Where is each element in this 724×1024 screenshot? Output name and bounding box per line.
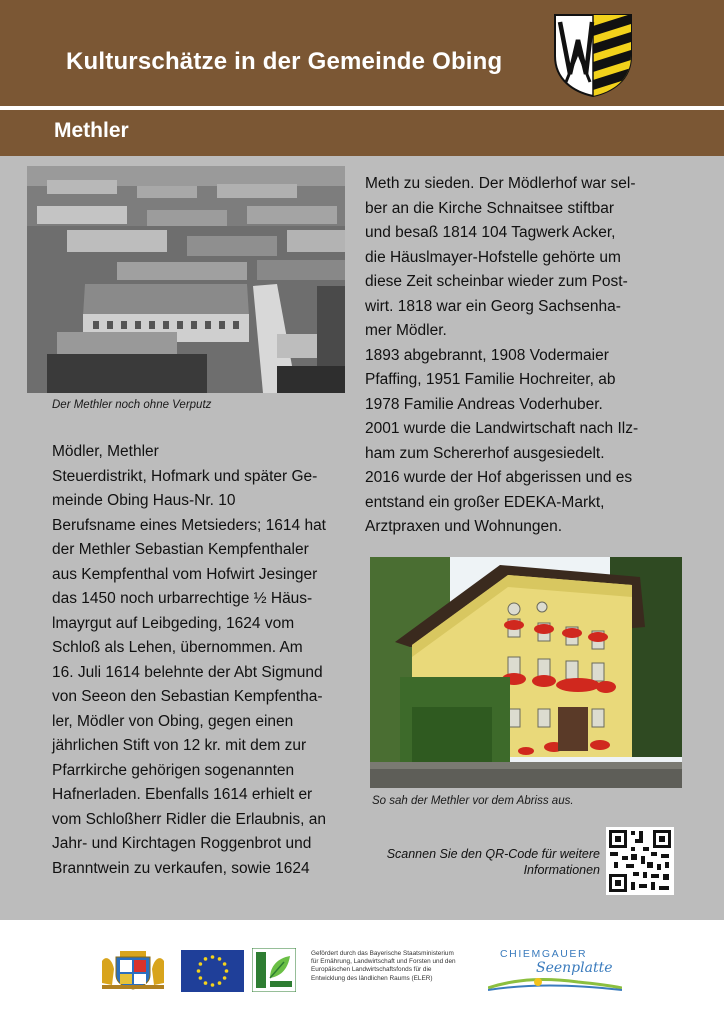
brand-name-line2: Seenplatte [536, 960, 613, 976]
text-line: Arztpraxen und Wohnungen. [365, 518, 563, 535]
funding-line: Entwicklung des ländlichen Raums (ELER) [311, 974, 433, 982]
text-line: Hafnerladen. Ebenfalls 1614 erhielt er [52, 786, 313, 803]
page-title: Kulturschätze in der Gemeinde Obing [66, 48, 503, 75]
text-line: von Seeon den Sebastian Kempfentha- [52, 688, 323, 705]
historic-photo [27, 166, 345, 393]
page-subtitle: Methler [54, 119, 129, 142]
text-line: und besaß 1814 104 Tagwerk Acker, [365, 224, 616, 241]
text-line: der Methler Sebastian Kempfenthaler [52, 541, 309, 558]
funding-line: für Ernährung, Landwirtschaft und Forsten und den [311, 958, 456, 966]
text-line: 2016 wurde der Hof abgerissen und es [365, 469, 633, 486]
qr-caption-line: Informationen [523, 863, 600, 877]
municipal-crest-icon [552, 12, 634, 98]
text-line: lmayrgut auf Leibgeding, 1624 vom [52, 614, 295, 632]
text-line: entstand ein großer EDEKA-Markt, [365, 493, 605, 511]
text-line: aus Kempfenthal vom Hofwirt Jesinger [52, 565, 318, 583]
text-line: mer Mödler. [365, 322, 447, 339]
top-photo-caption: Der Methler noch ohne Verputz [52, 399, 212, 411]
house-photo [370, 557, 682, 788]
text-line: vom Schloßherr Ridler die Erlaubnis, an [52, 810, 326, 828]
bottom-photo-caption: So sah der Methler vor dem Abriss aus. [372, 795, 574, 807]
text-line: Meth zu sieden. Der Mödlerhof war sel- [365, 175, 636, 192]
text-line: wirt. 1818 war ein Georg Sachsenha- [365, 297, 621, 315]
left-text-column [52, 440, 352, 881]
text-line: ham zum Schererhof ausgesiedelt. [365, 444, 605, 462]
text-line: diese Zeit scheinbar wieder zum Post- [365, 273, 628, 290]
qr-caption [364, 846, 600, 878]
leader-logo-icon [252, 948, 296, 992]
text-line: Pfaffing, 1951 Familie Hochreiter, ab [365, 371, 616, 388]
text-line: 16. Juli 1614 belehnte der Abt Sigmund [52, 663, 323, 681]
text-line: 1978 Familie Andreas Voderhuber. [365, 395, 603, 413]
funding-line: Europäischen Landwirtschaftsfonds für die [311, 966, 432, 974]
page-header [0, 0, 724, 106]
text-line: jährlichen Stift von 12 kr. mit dem zur [52, 737, 307, 754]
text-line: Berufsname eines Metsieders; 1614 hat [52, 516, 326, 534]
text-line: Schloß als Lehen, übernommen. Am [52, 639, 303, 656]
text-line: 2001 wurde die Landwirtschaft nach Ilz- [365, 420, 639, 437]
text-line: Pfarrkirche gehörigen sogenannten [52, 761, 295, 779]
bavaria-coat-of-arms-icon [98, 949, 168, 991]
text-line: ber an die Kirche Schnaitsee stiftbar [365, 199, 614, 217]
eu-flag-icon [181, 950, 244, 992]
text-line: 1893 abgebrannt, 1908 Vodermaier [365, 346, 609, 364]
text-line: Jahr- und Kirchtagen Roggenbrot und [52, 835, 312, 852]
right-text-column [365, 172, 666, 540]
text-line: ler, Mödler von Obing, gegen einen [52, 712, 294, 730]
funding-notice [311, 950, 487, 983]
text-line: die Häuslmayer-Hofstelle gehörte um [365, 248, 621, 266]
text-line: Steuerdistrikt, Hofmark und später Ge- [52, 467, 318, 485]
qr-code[interactable] [606, 827, 674, 895]
qr-caption-line: Scannen Sie den QR-Code für weitere [386, 847, 600, 861]
text-line: Mödler, Methler [52, 443, 159, 460]
text-line: meinde Obing Haus-Nr. 10 [52, 492, 236, 509]
seenplatte-landscape-icon [488, 976, 622, 992]
text-line: Branntwein zu verkaufen, sowie 1624 [52, 859, 310, 877]
text-line: das 1450 noch urbarrechtige ½ Häus- [52, 590, 313, 607]
funding-line: Gefördert durch das Bayerische Staatsministerium [311, 950, 454, 957]
brand-name-line1: CHIEMGAUER [500, 948, 588, 960]
subheader-bar [0, 110, 724, 156]
